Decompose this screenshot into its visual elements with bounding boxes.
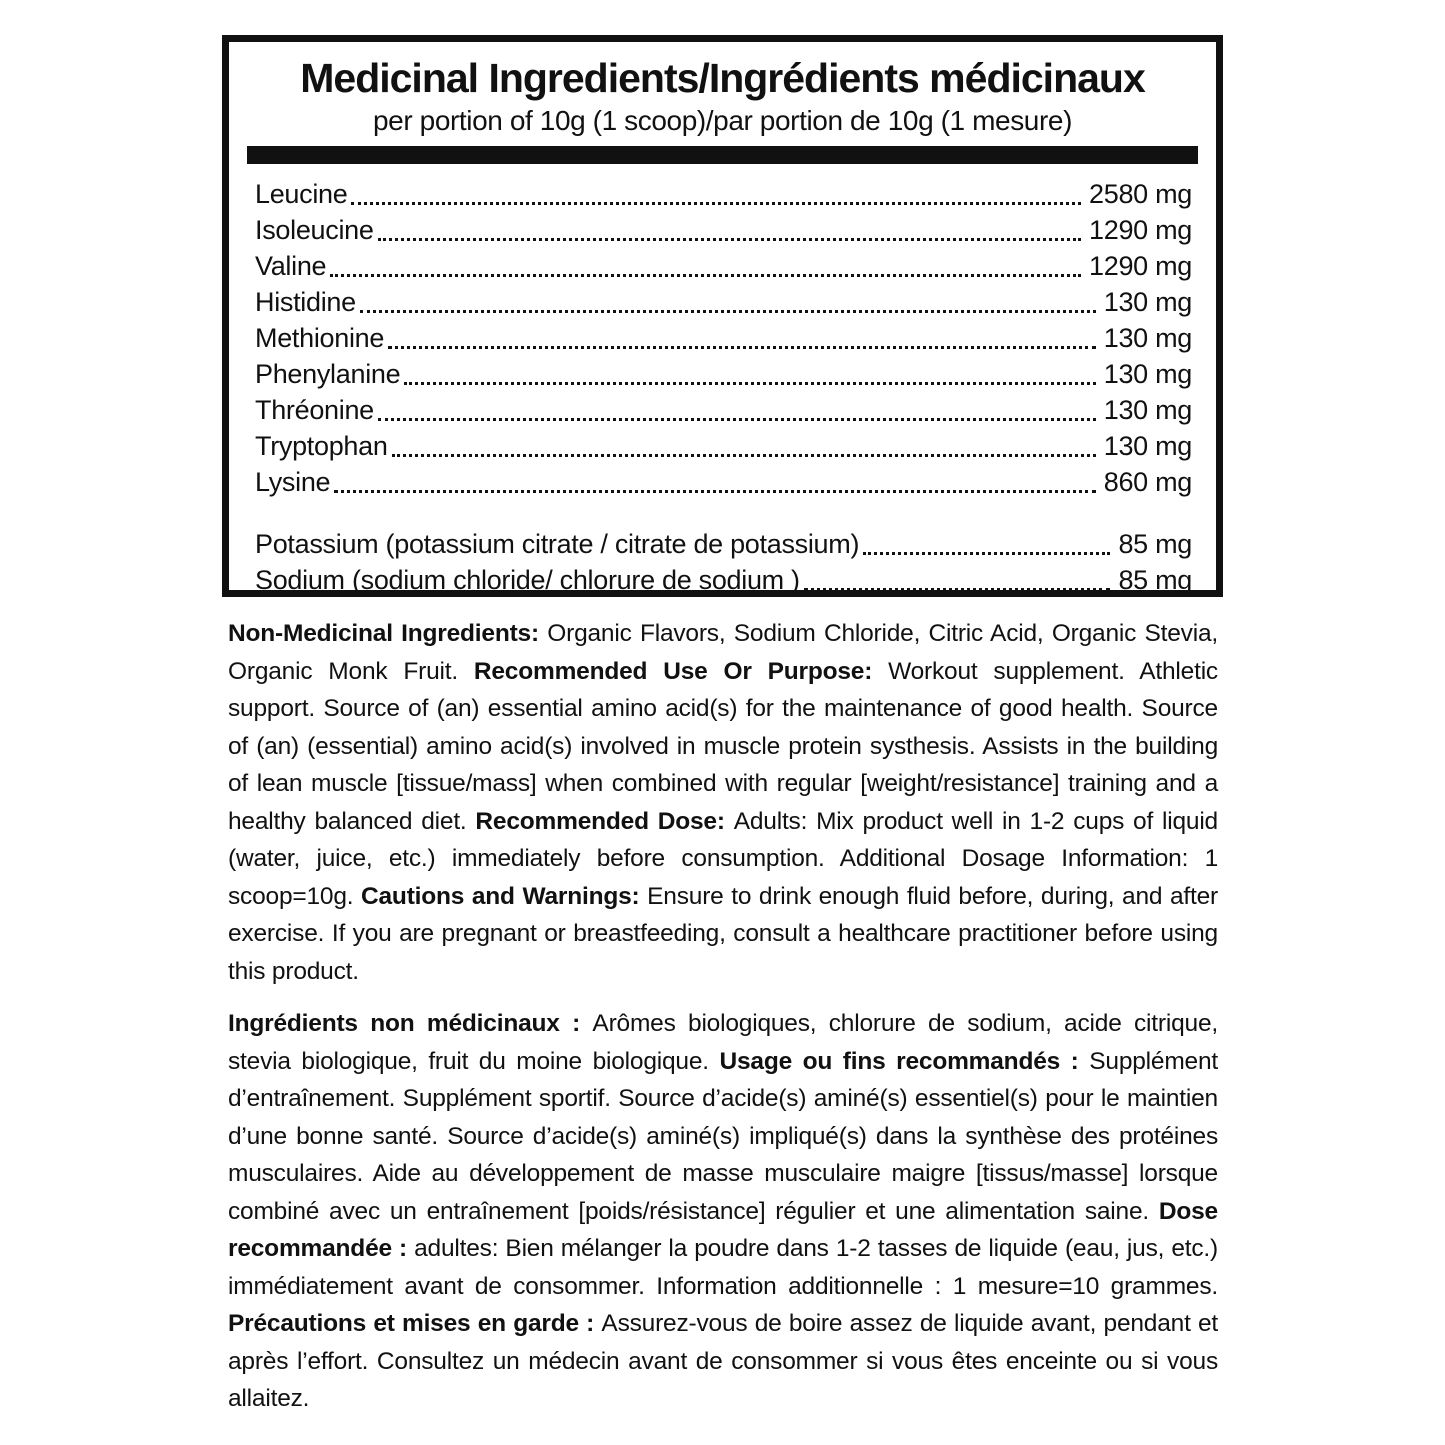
fr-text-dose: adultes: Bien mélanger la poudre dans 1-2 tasses de liquide (eau, jus, etc.) immédiatement avant de consommer. Information additionnelle : 1 mesure=10 grammes.: [228, 1235, 1218, 1300]
fr-heading-dose: Dose recommandée :: [228, 1197, 1218, 1262]
dot-leader: [804, 588, 1111, 591]
ingredient-name: Isoleucine: [255, 215, 374, 245]
ingredient-amount: 130 mg: [1103, 395, 1192, 425]
ingredient-row-valine: [255, 248, 1192, 284]
ingredient-amount: 130 mg: [1103, 359, 1192, 389]
en-text-ingredients: Organic Flavors, Sodium Chloride, Citric Acid, Organic Stevia, Organic Monk Fruit.: [228, 620, 1219, 685]
ingredient-amount: 85 mg: [1118, 529, 1192, 559]
dot-leader: [360, 310, 1096, 313]
dot-leader: [351, 202, 1081, 205]
panel-subtitle: per portion of 10g (1 scoop)/par portion de 10g (1 mesure): [373, 105, 1072, 136]
dot-leader: [378, 238, 1081, 241]
ingredient-name: Histidine: [255, 287, 356, 317]
ingredient-amount: 860 mg: [1103, 467, 1192, 497]
en-text-use: Workout supplement. Athletic support. Source of (an) essential amino acid(s) for the maintenance of good health. Source of (an) (essential) amino acid(s) involved in muscle protein systhesis. Assists in the building of lean muscle [tissue/mass] when combined with regular [weight/resistance] training and a healthy balanced diet.: [228, 657, 1218, 835]
panel-title: Medicinal Ingredients/Ingrédients médicinaux: [300, 55, 1145, 101]
ingredient-row-threonine: [255, 392, 1192, 428]
ingredient-row-isoleucine: [255, 212, 1192, 248]
ingredient-row-tryptophan: [255, 428, 1192, 464]
ingredient-amount: 2580 mg: [1089, 179, 1192, 209]
fr-heading-non-medicinal: Ingrédients non médicinaux :: [228, 1010, 593, 1037]
dot-leader: [863, 552, 1110, 555]
ingredient-row-histidine: [255, 284, 1192, 320]
ingredient-name: Sodium (sodium chloride/ chlorure de sodium ): [255, 565, 800, 595]
ingredient-name: Lysine: [255, 467, 331, 497]
ingredient-table: [245, 174, 1200, 598]
ingredient-row-leucine: [255, 176, 1192, 212]
en-text-dose: Adults: Mix product well in 1-2 cups of liquid (water, juice, etc.) immediately before consumption. Additional Dosage Information: 1 scoop=10g.: [228, 807, 1218, 910]
fr-heading-precautions: Précautions et mises en garde :: [228, 1310, 602, 1337]
ingredient-amount: 130 mg: [1103, 323, 1192, 353]
ingredient-amount: 130 mg: [1103, 431, 1192, 461]
fr-text-precautions: Assurez-vous de boire assez de liquide avant, pendant et après l’effort. Consultez un médecin avant de consommer si vous êtes enceinte ou si vous allaitez.: [228, 1310, 1218, 1412]
en-heading-recommended-use: Recommended Use Or Purpose:: [473, 657, 889, 685]
divider-bar: [247, 146, 1198, 164]
medicinal-ingredients-panel: [222, 35, 1223, 597]
en-heading-cautions: Cautions and Warnings:: [361, 882, 648, 910]
ingredient-name: Valine: [255, 251, 327, 281]
dot-leader: [392, 454, 1096, 457]
dot-leader: [334, 490, 1095, 493]
en-text-cautions: Ensure to drink enough fluid before, during, and after exercise. If you are pregnant or breastfeeding, consult a healthcare practitioner before using this product.: [228, 882, 1218, 985]
ingredient-amount: 1290 mg: [1089, 251, 1192, 281]
non-medicinal-paragraph-en: [228, 615, 1218, 990]
ingredient-amount: 85 mg: [1118, 565, 1192, 595]
dot-leader: [404, 382, 1095, 385]
dot-leader: [378, 418, 1096, 421]
dot-leader: [330, 274, 1081, 277]
ingredient-row-lysine: [255, 464, 1192, 500]
ingredient-row-phenylanine: [255, 356, 1192, 392]
ingredient-amount: 130 mg: [1103, 287, 1192, 317]
ingredient-name: Leucine: [255, 179, 348, 209]
ingredient-name: Methionine: [255, 323, 385, 353]
ingredient-row-potassium: [255, 526, 1192, 562]
fr-heading-usage: Usage ou fins recommandés :: [719, 1047, 1090, 1075]
ingredient-amount: 1290 mg: [1089, 215, 1192, 245]
dot-leader: [388, 346, 1096, 349]
ingredient-name: Phenylanine: [255, 359, 401, 389]
ingredient-name: Thréonine: [255, 395, 374, 425]
ingredient-name: Tryptophan: [255, 431, 388, 461]
ingredient-row-sodium: [255, 562, 1192, 598]
fr-text-usage: Supplément d’entraînement. Supplément sportif. Source d’acide(s) aminé(s) essentiel(s) pour le maintien d’une bonne santé. Source d’acide(s) aminé(s) impliqué(s) dans la synthèse des protéines musculaires. Aide au développement de masse musculaire maigre [tissus/masse] lorsque combiné avec un entraînement [poids/résistance] régulier et une alimentation saine.: [228, 1047, 1219, 1225]
ingredient-row-methionine: [255, 320, 1192, 356]
fr-text-ingredients: Arômes biologiques, chlorure de sodium, acide citrique, stevia biologique, fruit du moine biologique.: [228, 1010, 1218, 1075]
ingredient-name: Potassium (potassium citrate / citrate de potassium): [255, 529, 860, 559]
en-heading-recommended-dose: Recommended Dose:: [475, 807, 734, 835]
non-medicinal-paragraph-fr: [228, 1005, 1218, 1418]
en-heading-non-medicinal: Non-Medicinal Ingredients:: [228, 620, 548, 647]
